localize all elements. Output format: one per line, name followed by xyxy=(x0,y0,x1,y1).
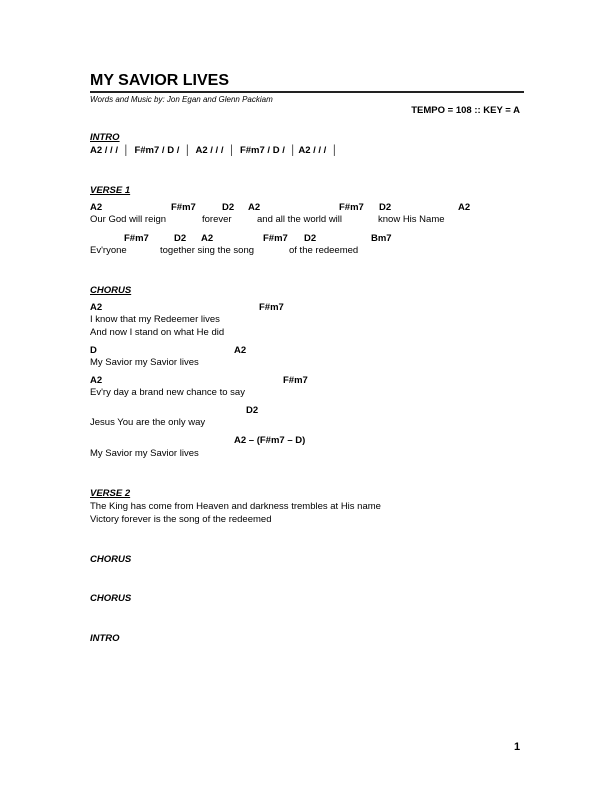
lyric: And now I stand on what He did xyxy=(90,327,225,338)
lyric: The King has come from Heaven and darkness trembles at His name xyxy=(90,501,381,512)
chord: F#m7 xyxy=(263,233,288,244)
chord: D2 xyxy=(379,202,392,213)
section-label-verse-2: VERSE 2 xyxy=(90,488,131,499)
title-divider xyxy=(90,91,524,93)
section-label-chorus-repeat: CHORUS xyxy=(90,554,132,565)
section-label-chorus-repeat: CHORUS xyxy=(90,593,132,604)
song-credits: Words and Music by: Jon Egan and Glenn Packiam xyxy=(90,95,273,104)
intro-progression: A2 / / / │ F#m7 / D / │ A2 / / / │ F#m7 / D / │ A2 / / / │ xyxy=(90,145,338,156)
lyric: Our God will reign xyxy=(90,214,167,225)
lyric: together sing the song xyxy=(160,245,255,256)
chord: D2 xyxy=(222,202,235,213)
page-number: 1 xyxy=(514,741,521,753)
lyric: know His Name xyxy=(378,214,445,225)
chord: D2 xyxy=(304,233,317,244)
lyric: Ev'ryone xyxy=(90,245,127,256)
tempo-key: TEMPO = 108 :: KEY = A xyxy=(411,105,520,116)
section-label-intro: INTRO xyxy=(90,132,120,143)
lyric: Ev'ry day a brand new chance to say xyxy=(90,387,245,398)
chord: A2 xyxy=(248,202,261,213)
chord: A2 xyxy=(234,345,247,356)
lyric: Jesus You are the only way xyxy=(90,417,206,428)
chord: F#m7 xyxy=(124,233,149,244)
section-label-verse-1: VERSE 1 xyxy=(90,185,131,196)
song-title: MY SAVIOR LIVES xyxy=(90,72,229,89)
chord: A2 xyxy=(90,302,103,313)
lyric: forever xyxy=(202,214,232,225)
lyric: and all the world will xyxy=(257,214,343,225)
lyric: Victory forever is the song of the redeemed xyxy=(90,514,272,525)
chord: F#m7 xyxy=(171,202,196,213)
chord: F#m7 xyxy=(339,202,364,213)
chord: A2 xyxy=(458,202,471,213)
chord: F#m7 xyxy=(283,375,308,386)
chord: D2 xyxy=(174,233,187,244)
chord: A2 xyxy=(90,375,103,386)
chord: A2 – (F#m7 – D) xyxy=(234,435,306,446)
chord: Bm7 xyxy=(371,233,392,244)
chord: D2 xyxy=(246,405,259,416)
lyric: My Savior my Savior lives xyxy=(90,357,199,368)
chord: A2 xyxy=(201,233,214,244)
lyric: of the redeemed xyxy=(289,245,359,256)
section-label-chorus: CHORUS xyxy=(90,285,132,296)
chord: F#m7 xyxy=(259,302,284,313)
section-label-intro-repeat: INTRO xyxy=(90,633,120,644)
lyric: I know that my Redeemer lives xyxy=(90,314,220,325)
chord: D xyxy=(90,345,97,356)
chord: A2 xyxy=(90,202,103,213)
lyric: My Savior my Savior lives xyxy=(90,448,199,459)
